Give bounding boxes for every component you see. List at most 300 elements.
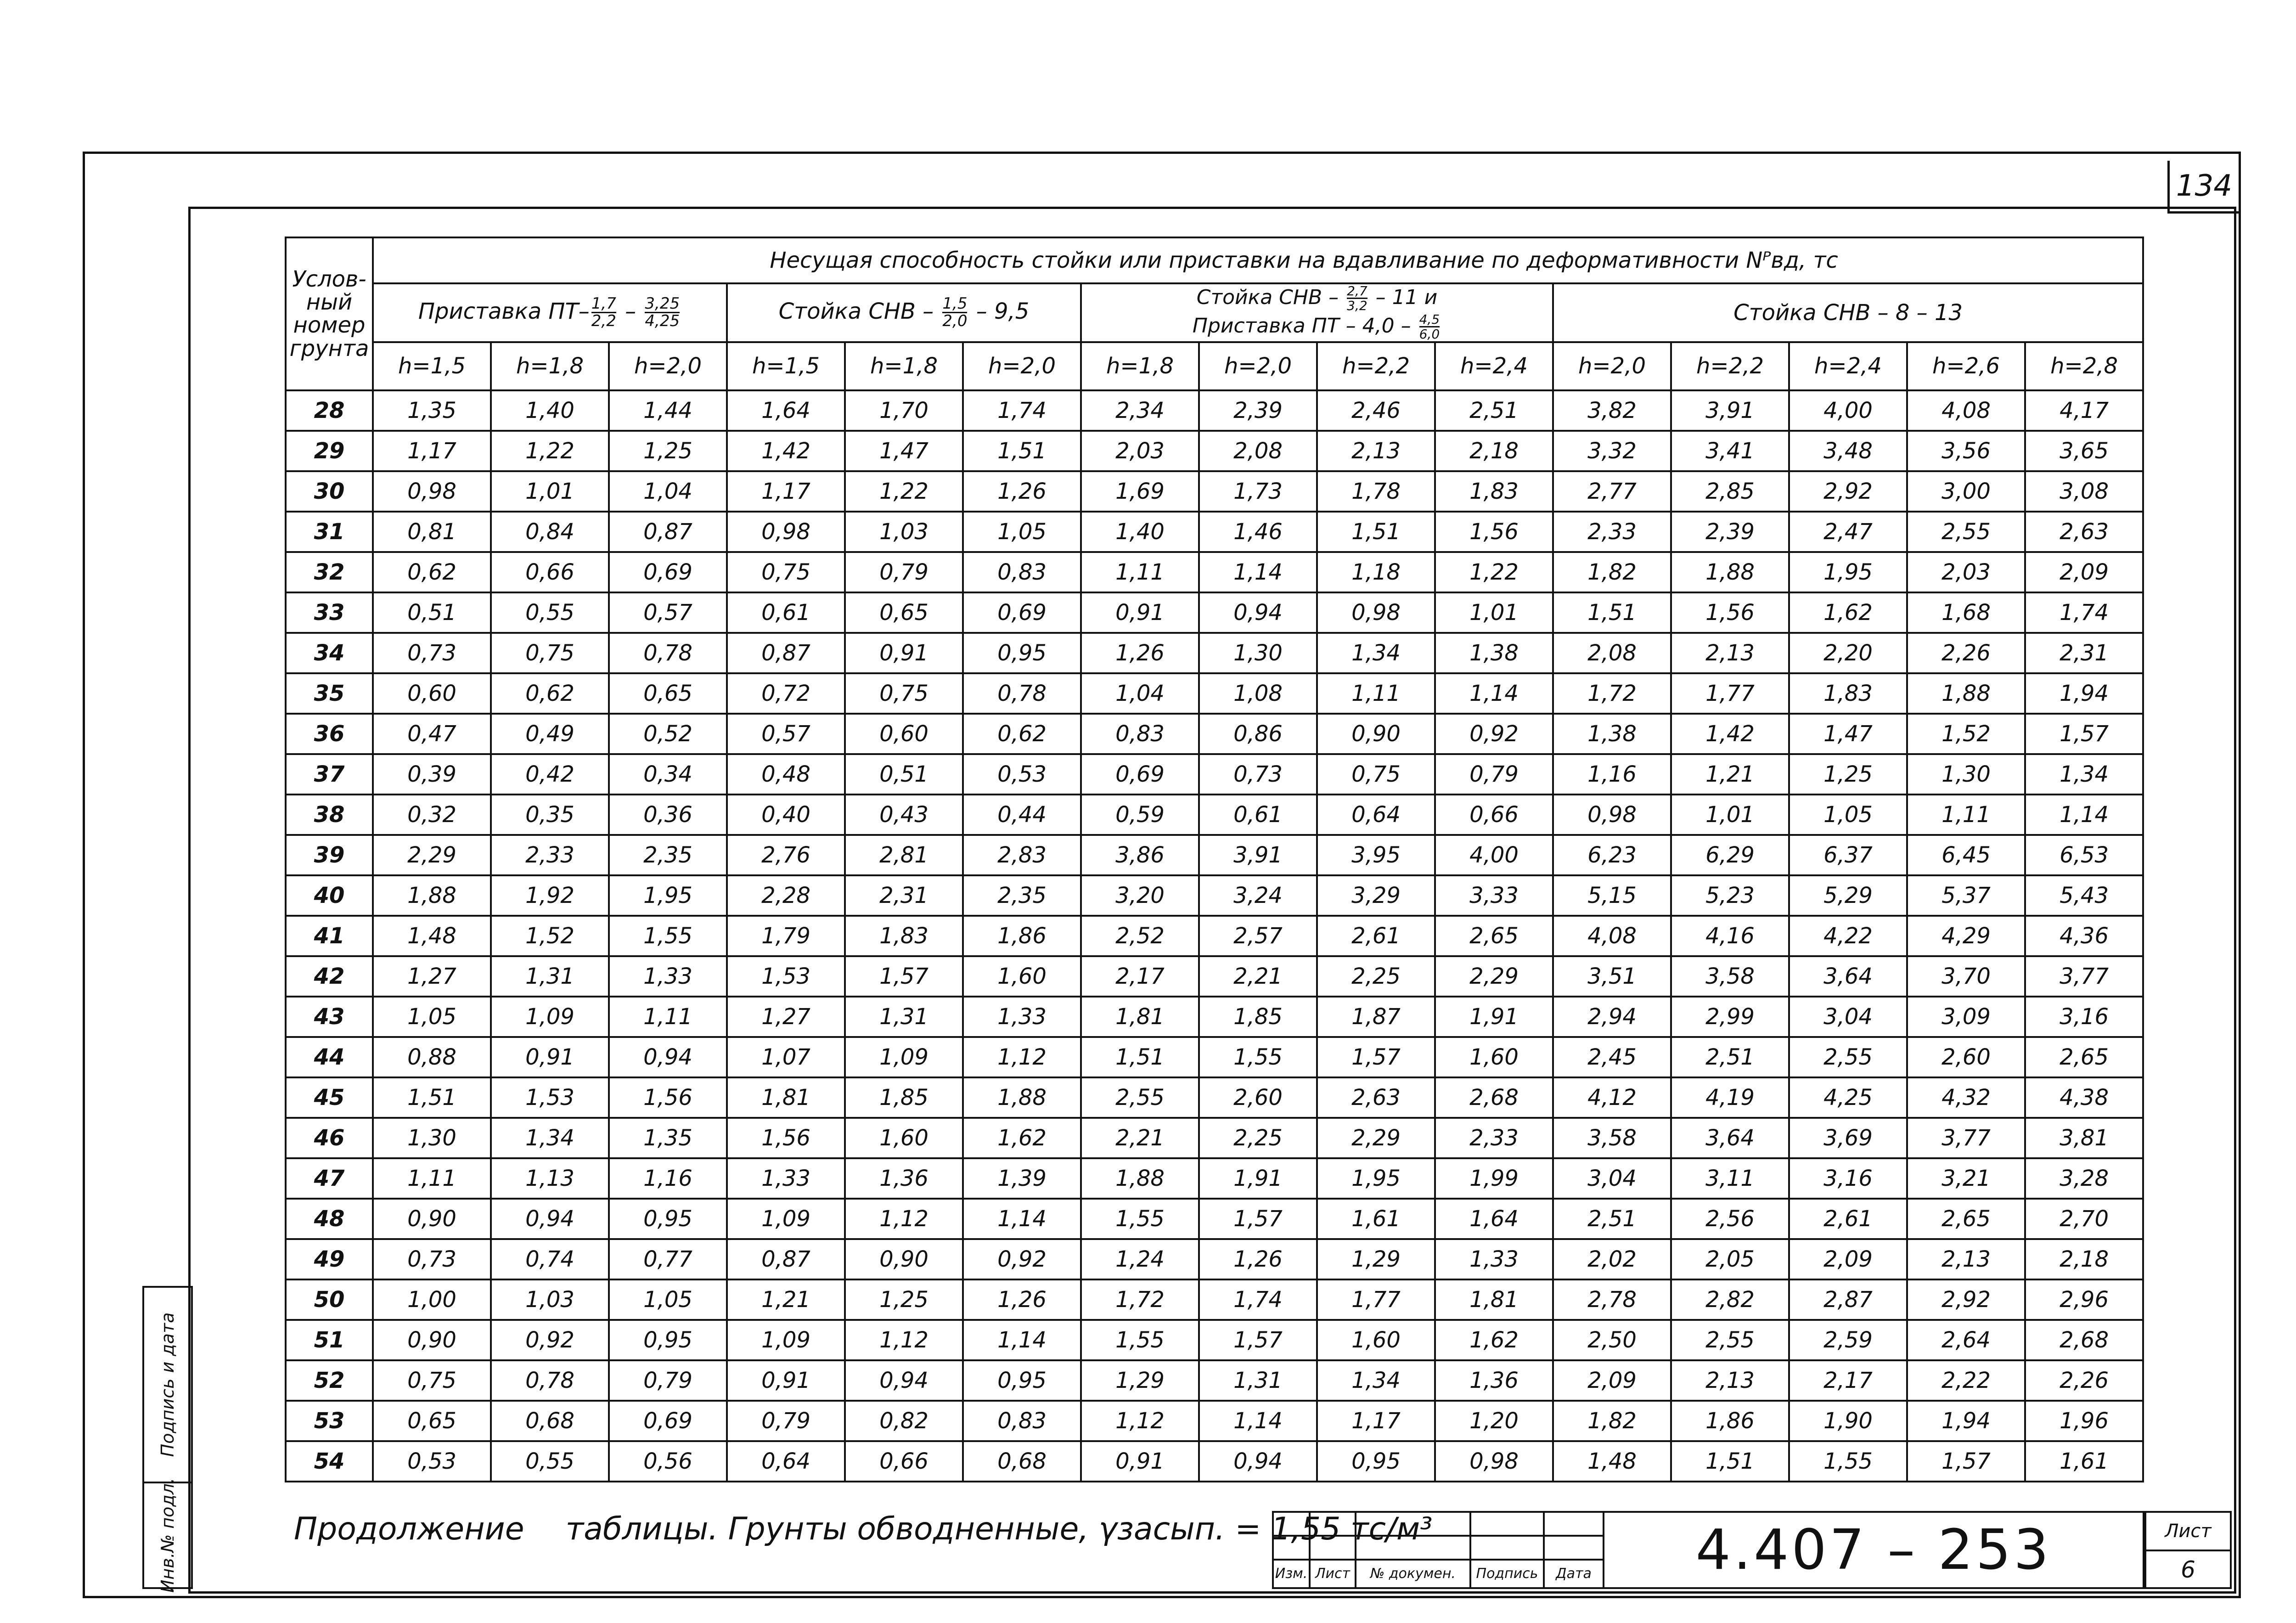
table-cell: 1,83 (1435, 471, 1553, 512)
table-cell: 0,90 (373, 1320, 491, 1360)
table-cell: 1,25 (609, 431, 727, 471)
table-cell: 2,39 (1199, 390, 1317, 431)
table-cell: 2,70 (2025, 1199, 2143, 1239)
table-cell: 1,08 (1199, 673, 1317, 714)
table-cell: 4,25 (1789, 1077, 1907, 1118)
table-cell: 0,66 (1435, 795, 1553, 835)
table-cell: 1,57 (1199, 1199, 1317, 1239)
table-cell: 0,47 (373, 714, 491, 754)
table-cell: 4,22 (1789, 916, 1907, 956)
table-cell: 2,05 (1671, 1239, 1789, 1279)
table-cell: 0,65 (373, 1401, 491, 1441)
table-cell: 1,09 (727, 1320, 845, 1360)
soil-number: 35 (286, 673, 373, 714)
table-cell: 2,22 (1907, 1360, 2025, 1401)
table-cell: 0,92 (1435, 714, 1553, 754)
table-cell: 0,75 (1317, 754, 1435, 795)
table-cell: 1,56 (609, 1077, 727, 1118)
table-cell: 1,24 (1081, 1239, 1199, 1279)
table-cell: 3,81 (2025, 1118, 2143, 1158)
table-cell: 1,85 (845, 1077, 963, 1118)
table-cell: 1,26 (963, 471, 1081, 512)
table-cell: 1,22 (1435, 552, 1553, 592)
group-header-snv-9-5: Стойка СНВ – $\frac{1,5}{2,0}$ – 9,5 (727, 283, 1081, 342)
table-cell: 2,18 (1435, 431, 1553, 471)
table-cell: 3,58 (1671, 956, 1789, 997)
soil-number: 34 (286, 633, 373, 673)
table-cell: 1,52 (1907, 714, 2025, 754)
soil-number: 50 (286, 1279, 373, 1320)
stamp-label: Лист (1310, 1560, 1356, 1588)
table-row (286, 471, 2143, 512)
table-cell: 0,62 (963, 714, 1081, 754)
table-cell: 1,03 (845, 512, 963, 552)
table-cell: 0,88 (373, 1037, 491, 1077)
table-cell: 1,48 (373, 916, 491, 956)
table-cell: 0,83 (963, 1401, 1081, 1441)
table-cell: 0,79 (1435, 754, 1553, 795)
table-cell: 3,82 (1553, 390, 1671, 431)
table-cell: 1,34 (2025, 754, 2143, 795)
table-cell: 0,53 (373, 1441, 491, 1482)
table-cell: 5,29 (1789, 875, 1907, 916)
table-cell: 1,27 (373, 956, 491, 997)
table-cell: 2,83 (963, 835, 1081, 875)
table-cell: 3,28 (2025, 1158, 2143, 1199)
soil-number: 39 (286, 835, 373, 875)
table-cell: 1,68 (1907, 592, 2025, 633)
table-cell: 3,24 (1199, 875, 1317, 916)
table-cell: 0,65 (845, 592, 963, 633)
table-cell: 6,45 (1907, 835, 2025, 875)
table-cell: 0,57 (609, 592, 727, 633)
table-cell: 0,53 (963, 754, 1081, 795)
table-cell: 2,92 (1789, 471, 1907, 512)
height-header: h=2,6 (1907, 342, 2025, 390)
table-cell: 1,14 (1435, 673, 1553, 714)
table-cell: 3,64 (1789, 956, 1907, 997)
table-cell: 2,03 (1907, 552, 2025, 592)
table-cell: 1,30 (1907, 754, 2025, 795)
table-row (286, 673, 2143, 714)
table-cell: 0,68 (963, 1441, 1081, 1482)
stamp-label: Дата (1544, 1560, 1604, 1588)
table-cell: 2,29 (1435, 956, 1553, 997)
table-cell: 1,57 (1907, 1441, 2025, 1482)
table-cell: 0,91 (1081, 592, 1199, 633)
table-cell: 0,79 (609, 1360, 727, 1401)
table-cell: 2,25 (1199, 1118, 1317, 1158)
table-row (286, 512, 2143, 552)
table-cell: 5,37 (1907, 875, 2025, 916)
table-cell: 0,60 (845, 714, 963, 754)
table-cell: 2,61 (1789, 1199, 1907, 1239)
table-row (286, 997, 2143, 1037)
table-cell: 3,95 (1317, 835, 1435, 875)
height-header: h=1,8 (1081, 342, 1199, 390)
table-cell: 1,56 (1671, 592, 1789, 633)
table-cell: 1,18 (1317, 552, 1435, 592)
document-number: 4.407 – 253 (1603, 1511, 2144, 1589)
table-cell: 1,60 (1317, 1320, 1435, 1360)
table-cell: 0,78 (963, 673, 1081, 714)
table-row (286, 431, 2143, 471)
table-cell: 1,60 (1435, 1037, 1553, 1077)
table-cell: 1,86 (1671, 1401, 1789, 1441)
table-cell: 0,74 (491, 1239, 609, 1279)
soil-number: 53 (286, 1401, 373, 1441)
table-row (286, 552, 2143, 592)
table-cell: 1,21 (1671, 754, 1789, 795)
table-cell: 0,77 (609, 1239, 727, 1279)
table-cell: 1,29 (1081, 1360, 1199, 1401)
table-caption: Продолжение таблицы. Грунты обводненные, γзасып. = 1,55 тс/м³ (294, 1511, 1433, 1547)
table-cell: 1,04 (609, 471, 727, 512)
table-cell: 2,09 (2025, 552, 2143, 592)
table-cell: 1,74 (2025, 592, 2143, 633)
table-cell: 3,20 (1081, 875, 1199, 916)
soil-number: 45 (286, 1077, 373, 1118)
table-row (286, 714, 2143, 754)
table-cell: 0,98 (373, 471, 491, 512)
table-cell: 1,22 (845, 471, 963, 512)
table-cell: 1,01 (1435, 592, 1553, 633)
table-cell: 4,19 (1671, 1077, 1789, 1118)
group-header-pt: Приставка ПТ– $\frac{1,7}{2,2}$ – $\frac{3,25}{4,25}$ (373, 283, 727, 342)
table-cell: 0,55 (491, 1441, 609, 1482)
table-cell: 2,51 (1671, 1037, 1789, 1077)
table-cell: 1,26 (1199, 1239, 1317, 1279)
table-cell: 1,81 (1081, 997, 1199, 1037)
table-cell: 3,65 (2025, 431, 2143, 471)
table-cell: 0,60 (373, 673, 491, 714)
height-header: h=2,0 (1199, 342, 1317, 390)
table-cell: 0,62 (491, 673, 609, 714)
table-cell: 2,55 (1907, 512, 2025, 552)
table-cell: 1,72 (1553, 673, 1671, 714)
height-header: h=2,2 (1317, 342, 1435, 390)
table-cell: 0,69 (609, 552, 727, 592)
table-cell: 1,34 (1317, 1360, 1435, 1401)
table-cell: 0,52 (609, 714, 727, 754)
table-cell: 0,91 (845, 633, 963, 673)
table-cell: 0,98 (1435, 1441, 1553, 1482)
table-cell: 2,35 (609, 835, 727, 875)
table-cell: 0,95 (609, 1320, 727, 1360)
table-cell: 0,64 (1317, 795, 1435, 835)
table-cell: 0,90 (845, 1239, 963, 1279)
table-cell: 0,75 (845, 673, 963, 714)
table-cell: 1,05 (1789, 795, 1907, 835)
table-cell: 3,33 (1435, 875, 1553, 916)
table-cell: 0,81 (373, 512, 491, 552)
table-cell: 0,69 (963, 592, 1081, 633)
table-row (286, 633, 2143, 673)
table-cell: 0,75 (373, 1360, 491, 1401)
table-cell: 2,76 (727, 835, 845, 875)
table-cell: 0,78 (609, 633, 727, 673)
table-cell: 0,34 (609, 754, 727, 795)
soil-number: 38 (286, 795, 373, 835)
table-cell: 3,51 (1553, 956, 1671, 997)
table-cell: 0,35 (491, 795, 609, 835)
table-cell: 2,55 (1671, 1320, 1789, 1360)
table-cell: 0,36 (609, 795, 727, 835)
height-header: h=2,0 (609, 342, 727, 390)
table-cell: 1,90 (1789, 1401, 1907, 1441)
table-cell: 2,03 (1081, 431, 1199, 471)
table-cell: 3,00 (1907, 471, 2025, 512)
height-header: h=2,2 (1671, 342, 1789, 390)
table-cell: 1,31 (1199, 1360, 1317, 1401)
table-cell: 0,91 (491, 1037, 609, 1077)
table-cell: 1,47 (845, 431, 963, 471)
group-header-snv-11: Стойка СНВ – $\frac{2,7}{3,2}$ – 11 и Приставка ПТ – 4,0 – $\frac{4,5}{6,0}$ (1081, 283, 1553, 342)
table-cell: 0,94 (491, 1199, 609, 1239)
table-cell: 3,56 (1907, 431, 2025, 471)
table-cell: 1,55 (1081, 1199, 1199, 1239)
height-header: h=2,8 (2025, 342, 2143, 390)
table-cell: 0,55 (491, 592, 609, 633)
table-cell: 3,86 (1081, 835, 1199, 875)
table-cell: 0,98 (727, 512, 845, 552)
table-cell: 0,79 (727, 1401, 845, 1441)
table-cell: 2,51 (1435, 390, 1553, 431)
table-cell: 1,31 (845, 997, 963, 1037)
table-cell: 1,46 (1199, 512, 1317, 552)
table-cell: 1,51 (373, 1077, 491, 1118)
table-cell: 0,62 (373, 552, 491, 592)
table-cell: 2,09 (1553, 1360, 1671, 1401)
table-cell: 1,81 (727, 1077, 845, 1118)
table-cell: 1,83 (1789, 673, 1907, 714)
table-cell: 3,70 (1907, 956, 2025, 997)
table-cell: 1,09 (845, 1037, 963, 1077)
table-cell: 1,77 (1317, 1279, 1435, 1320)
soil-number: 46 (286, 1118, 373, 1158)
soil-number: 40 (286, 875, 373, 916)
table-cell: 4,38 (2025, 1077, 2143, 1118)
table-cell: 1,14 (963, 1199, 1081, 1239)
table-cell: 4,29 (1907, 916, 2025, 956)
table-cell: 3,11 (1671, 1158, 1789, 1199)
table-cell: 5,43 (2025, 875, 2143, 916)
table-cell: 3,21 (1907, 1158, 2025, 1199)
table-cell: 1,22 (491, 431, 609, 471)
table-cell: 1,21 (727, 1279, 845, 1320)
table-cell: 1,51 (963, 431, 1081, 471)
table-cell: 2,18 (2025, 1239, 2143, 1279)
table-cell: 1,88 (1671, 552, 1789, 592)
table-cell: 0,83 (963, 552, 1081, 592)
table-cell: 3,04 (1789, 997, 1907, 1037)
table-cell: 1,25 (845, 1279, 963, 1320)
table-cell: 3,29 (1317, 875, 1435, 916)
table-cell: 0,42 (491, 754, 609, 795)
table-cell: 1,40 (1081, 512, 1199, 552)
table-cell: 0,83 (1081, 714, 1199, 754)
table-cell: 1,53 (727, 956, 845, 997)
table-row (286, 1158, 2143, 1199)
table-cell: 0,32 (373, 795, 491, 835)
table-cell: 2,59 (1789, 1320, 1907, 1360)
height-header: h=2,0 (1553, 342, 1671, 390)
table-cell: 2,51 (1553, 1199, 1671, 1239)
sheet-label: Лист (2146, 1513, 2230, 1551)
table-cell: 1,88 (963, 1077, 1081, 1118)
table-cell: 4,36 (2025, 916, 2143, 956)
table-cell: 4,00 (1789, 390, 1907, 431)
table-cell: 2,81 (845, 835, 963, 875)
table-cell: 0,49 (491, 714, 609, 754)
table-cell: 1,62 (1789, 592, 1907, 633)
table-cell: 0,94 (1199, 1441, 1317, 1482)
table-cell: 1,69 (1081, 471, 1199, 512)
table-cell: 2,63 (1317, 1077, 1435, 1118)
table-cell: 1,01 (491, 471, 609, 512)
table-cell: 2,92 (1907, 1279, 2025, 1320)
table-cell: 1,11 (609, 997, 727, 1037)
table-row (286, 1077, 2143, 1118)
table-cell: 4,00 (1435, 835, 1553, 875)
table-cell: 1,61 (2025, 1441, 2143, 1482)
table-cell: 1,64 (1435, 1199, 1553, 1239)
soil-number: 42 (286, 956, 373, 997)
table-cell: 1,14 (2025, 795, 2143, 835)
table-cell: 1,40 (491, 390, 609, 431)
table-cell: 1,34 (491, 1118, 609, 1158)
table-cell: 2,56 (1671, 1199, 1789, 1239)
table-cell: 1,70 (845, 390, 963, 431)
group-header-snv-8-13: Стойка СНВ – 8 – 13 (1553, 283, 2143, 342)
inventory-cell (142, 1477, 193, 1593)
table-cell: 0,43 (845, 795, 963, 835)
signature-date-label: Подпись и дата (158, 1312, 178, 1457)
table-cell: 1,13 (491, 1158, 609, 1199)
table-cell: 2,31 (845, 875, 963, 916)
table-cell: 1,30 (1199, 633, 1317, 673)
table-cell: 0,92 (491, 1320, 609, 1360)
table-cell: 2,13 (1317, 431, 1435, 471)
table-cell: 4,16 (1671, 916, 1789, 956)
stamp-label: № докумен. (1356, 1560, 1470, 1588)
table-cell: 1,96 (2025, 1401, 2143, 1441)
table-cell: 1,72 (1081, 1279, 1199, 1320)
table-cell: 0,95 (963, 633, 1081, 673)
table-cell: 2,26 (2025, 1360, 2143, 1401)
table-row (286, 592, 2143, 633)
table-cell: 3,91 (1199, 835, 1317, 875)
table-cell: 1,05 (963, 512, 1081, 552)
soil-number: 29 (286, 431, 373, 471)
table-cell: 0,48 (727, 754, 845, 795)
table-cell: 1,04 (1081, 673, 1199, 714)
table-cell: 1,00 (373, 1279, 491, 1320)
table-cell: 1,12 (845, 1320, 963, 1360)
table-cell: 0,87 (727, 633, 845, 673)
table-cell: 1,11 (1081, 552, 1199, 592)
soil-number: 52 (286, 1360, 373, 1401)
table-cell: 1,12 (845, 1199, 963, 1239)
table-cell: 2,25 (1317, 956, 1435, 997)
table-cell: 1,03 (491, 1279, 609, 1320)
table-cell: 1,01 (1671, 795, 1789, 835)
table-cell: 3,08 (2025, 471, 2143, 512)
table-cell: 1,51 (1671, 1441, 1789, 1482)
table-row (286, 1401, 2143, 1441)
height-header: h=2,0 (963, 342, 1081, 390)
table-cell: 4,08 (1553, 916, 1671, 956)
table-cell: 1,57 (1317, 1037, 1435, 1077)
table-cell: 1,57 (1199, 1320, 1317, 1360)
table-cell: 3,16 (1789, 1158, 1907, 1199)
table-cell: 2,31 (2025, 633, 2143, 673)
table-cell: 1,51 (1317, 512, 1435, 552)
table-cell: 0,92 (963, 1239, 1081, 1279)
table-cell: 1,88 (373, 875, 491, 916)
soil-number: 54 (286, 1441, 373, 1482)
table-cell: 3,77 (2025, 956, 2143, 997)
table-cell: 1,52 (491, 916, 609, 956)
table-cell: 1,14 (1199, 552, 1317, 592)
table-cell: 1,17 (727, 471, 845, 512)
sheet-box (2144, 1511, 2232, 1589)
table-cell: 1,12 (1081, 1401, 1199, 1441)
table-cell: 2,33 (1553, 512, 1671, 552)
table-cell: 2,57 (1199, 916, 1317, 956)
table-cell: 1,73 (1199, 471, 1317, 512)
table-cell: 2,45 (1553, 1037, 1671, 1077)
stamp-label: Подпись (1470, 1560, 1544, 1588)
table-cell: 1,88 (1907, 673, 2025, 714)
table-cell: 1,81 (1435, 1279, 1553, 1320)
table-cell: 1,82 (1553, 1401, 1671, 1441)
bearing-capacity-table (285, 237, 2144, 1482)
table-cell: 1,92 (491, 875, 609, 916)
table-cell: 1,31 (491, 956, 609, 997)
table-cell: 1,33 (1435, 1239, 1553, 1279)
table-cell: 1,56 (727, 1118, 845, 1158)
stamp-label: Изм. (1273, 1560, 1310, 1588)
table-cell: 1,60 (963, 956, 1081, 997)
table-cell: 1,35 (609, 1118, 727, 1158)
table-cell: 0,73 (373, 1239, 491, 1279)
table-cell: 1,62 (963, 1118, 1081, 1158)
table-title: Несущая способность стойки или приставки на вдавливание по деформативности Nᴾвд, тс (373, 237, 2143, 283)
table-cell: 1,17 (373, 431, 491, 471)
table-cell: 1,99 (1435, 1158, 1553, 1199)
table-cell: 1,14 (963, 1320, 1081, 1360)
table-cell: 1,09 (491, 997, 609, 1037)
table-cell: 1,11 (1317, 673, 1435, 714)
table-row (286, 1037, 2143, 1077)
table-cell: 1,94 (2025, 673, 2143, 714)
table-cell: 1,95 (1789, 552, 1907, 592)
table-cell: 2,20 (1789, 633, 1907, 673)
table-cell: 1,55 (609, 916, 727, 956)
table-cell: 0,95 (609, 1199, 727, 1239)
table-cell: 2,13 (1671, 633, 1789, 673)
table-cell: 0,69 (1081, 754, 1199, 795)
table-cell: 2,64 (1907, 1320, 2025, 1360)
table-cell: 0,51 (845, 754, 963, 795)
table-cell: 3,48 (1789, 431, 1907, 471)
table-cell: 0,98 (1553, 795, 1671, 835)
soil-number: 33 (286, 592, 373, 633)
table-cell: 1,55 (1199, 1037, 1317, 1077)
table-cell: 2,60 (1199, 1077, 1317, 1118)
table-cell: 3,64 (1671, 1118, 1789, 1158)
